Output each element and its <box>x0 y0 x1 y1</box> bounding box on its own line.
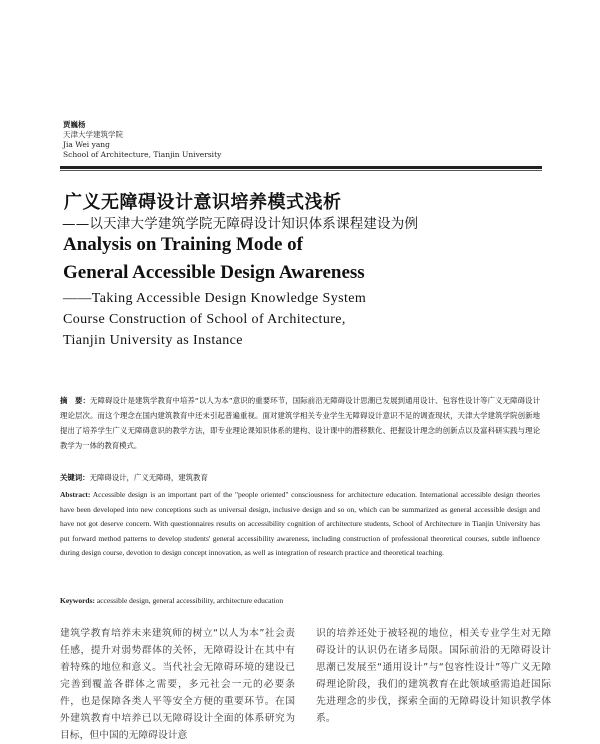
keywords-cn-text: 无障碍设计，广义无障碍，建筑教育 <box>89 473 208 482</box>
subtitle-en-line1: ——Taking Accessible Design Knowledge System <box>63 291 367 306</box>
abstract-en-label: Abstract: <box>60 490 91 499</box>
abstract-cn-text: 无障碍设计是建筑学教育中培养“以人为本”意识的重要环节，国际前沿无障碍设计思潮已发展到通用设计、包容性设计等广义无障碍设计理论层次。而这个理念在国内建筑教育中还未引起普遍重视。面对建筑学相关专业学生无障碍设计意识不足的调查现状，天津大学建筑学院创新地提出了培养学生广义无障碍意识的教学方法，即专业理论课知识体系的建构、设计课中的潜移默化、把握设计理念的创新点以及富科研实践与理论教学为一体的教育模式。 <box>60 396 540 450</box>
keywords-cn-label: 关键词： <box>60 473 90 482</box>
abstract-cn-label: 摘 要： <box>60 396 90 405</box>
title-en-line2: General Accessible Design Awareness <box>63 262 365 283</box>
abstract-en <box>60 488 540 561</box>
keywords-en-text: accessible design, general accessibility, architecture education <box>96 596 284 605</box>
abstract-cn <box>60 393 540 453</box>
subtitle-cn: ——以天津大学建筑学院无障碍设计知识体系课程建设为例 <box>62 216 419 232</box>
header-divider <box>60 166 542 169</box>
abstract-en-text: Accessible design is an important part of the "people oriented" consciousness for architecture education. International accessible design theories have been developed into new conceptions such as universal design, inclusive design and so on, which can be summarized as general accessible design and have not got deserve concern. With questionnaires results on accessibility cognition of architecture students, School of Architecture in Tianjin University has put forward method patterns to develop students' general accessibility awareness, including construction of professional theoretical courses, subtle influence during design course, devotion to design concept innovation, as well as integration of research practice and theoretical teaching. <box>60 490 540 557</box>
title-en-line1: Analysis on Training Mode of <box>63 234 304 255</box>
author-affiliation-cn: 天津大学建筑学院 <box>63 130 123 139</box>
body-column-left: 建筑学教育培养未来建筑师的树立“以人为本”社会责任感，提升对弱势群体的关怀，无障碍设计在其中有着特殊的地位和意义。当代社会无障碍环境的建设已完善到覆盖各群体之需要，多元社会一元的必要条件，也是保障各类人平等安全方便的重要环节。在国外建筑教育中培养已以无障碍设计全面的体系研究为目标，但中国的无障碍设计意 <box>60 628 295 741</box>
keywords-en <box>60 596 283 605</box>
author-block <box>63 120 221 160</box>
keywords-cn <box>60 472 208 483</box>
author-name-en: Jia Wei yang <box>63 140 110 149</box>
author-affiliation-en: School of Architecture, Tianjin University <box>63 150 222 159</box>
body-column-right: 识的培养还处于被轻视的地位，相关专业学生对无障碍设计的认识仍在诸多局限。国际前沿的无障碍设计思潮已发展至“通用设计”与“包容性设计”等广义无障碍理论阶段，我们的建筑教育在此领域亟需追赶国际先进理念的步伐，探索全面的无障碍设计知识教学体系。 <box>316 628 551 724</box>
author-name-cn: 贾巍杨 <box>63 120 86 129</box>
subtitle-en-line2: Course Construction of School of Architecture, <box>63 312 346 327</box>
header-divider-thin <box>60 170 542 171</box>
keywords-en-label: Keywords: <box>60 596 95 605</box>
subtitle-en-line3: Tianjin University as Instance <box>63 333 243 348</box>
title-cn: 广义无障碍设计意识培养模式浅析 <box>64 192 342 213</box>
